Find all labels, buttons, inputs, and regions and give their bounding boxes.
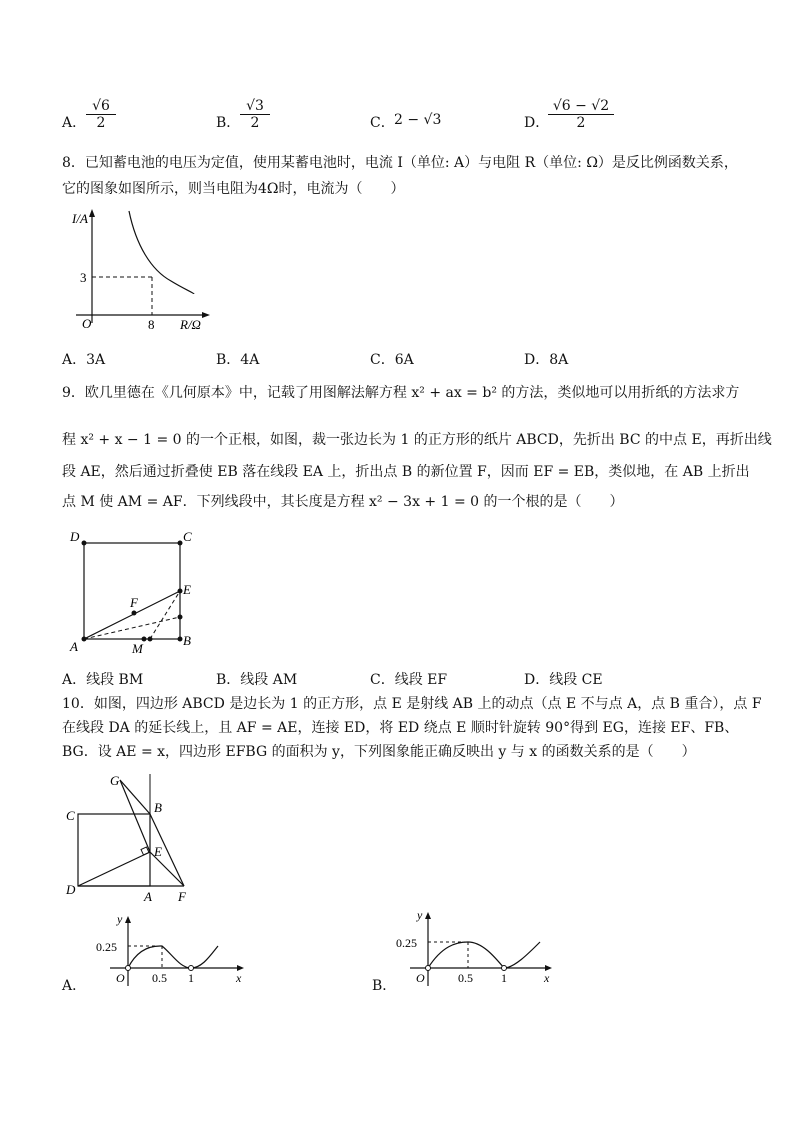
q7-option-a-num: √6 [86, 98, 116, 115]
q10-graph-b-y-label: y [417, 908, 423, 922]
q10-graph-b-x1: 0.5 [458, 971, 473, 985]
q8-y-tick: 3 [80, 270, 87, 285]
q8-x-arrow [202, 312, 210, 318]
q7-option-a-letter: A． [62, 115, 87, 131]
q10-label-e: E [154, 844, 162, 859]
q10-graph-a-letter: A． [62, 978, 87, 994]
q10-label-d: D [66, 882, 76, 897]
q9-figure [66, 527, 206, 655]
q9-square [84, 543, 180, 639]
q10-line-gb [120, 780, 150, 814]
q9-option-a: A．线段 BM [62, 672, 144, 688]
q8-option-c: C．6A [370, 352, 414, 368]
q8-hyperbola [129, 211, 194, 294]
q8-x-label: R/Ω [180, 317, 201, 332]
q10-label-b: B [154, 800, 162, 815]
q7-option-a-den: 2 [96, 115, 106, 131]
q9-point-f [132, 611, 137, 616]
q7-option-d-den: 2 [576, 115, 586, 131]
q8-text-line2: 它的图象如图所示，则当电阻为4Ω时，电流为（ ） [62, 181, 405, 197]
q10-graph-a-x1: 0.5 [152, 971, 167, 985]
q9-point-d [82, 541, 87, 546]
q9-label-d: D [70, 529, 80, 544]
q10-graph-b-y-value: 0.25 [396, 936, 417, 950]
q7-option-a-fraction [86, 98, 116, 131]
q9-text-line2: 程 x² + x − 1 = 0 的一个正根，如图，裁一张边长为 1 的正方形的纸片 ABCD，先折出 BC 的中点 E，再折出线 [62, 432, 772, 448]
q9-text-line4: 点 M 使 AM = AF．下列线段中，其长度是方程 x² − 3x + 1 = 0 的一个根的是（ ） [62, 494, 624, 510]
q10-label-f: F [178, 889, 186, 904]
q10-graph-b-curve [428, 942, 540, 968]
q8-x-tick: 8 [148, 317, 155, 332]
q9-option-b: B．线段 AM [216, 672, 298, 688]
q8-graph [66, 205, 216, 335]
q7-option-c-text: 2 − √3 [394, 112, 442, 128]
q9-point-a [82, 637, 87, 642]
q10-text-line3: BG．设 AE = x，四边形 EFBG 的面积为 y，下列图象能正确反映出 y 与 x 的函数关系的是（ ） [62, 744, 696, 760]
q8-origin: O [82, 316, 92, 331]
q10-graph-a-x2: 1 [188, 971, 194, 985]
q10-line-de [78, 852, 150, 886]
q9-label-e: E [183, 582, 191, 597]
q10-text-line1: 10．如图，四边形 ABCD 是边长为 1 的正方形，点 E 是射线 AB 上的动点（点 E 不与点 A，点 B 重合），点 F [62, 696, 762, 712]
q9-point-e [178, 589, 183, 594]
q10-figure [58, 770, 208, 905]
q7-option-d-fraction [548, 98, 614, 131]
q7-option-b-num: √3 [240, 98, 270, 115]
q10-graph-a-open-point-0 [126, 966, 131, 971]
q10-graph-a-open-point-1 [189, 966, 194, 971]
q8-option-b: B．4A [216, 352, 260, 368]
q9-label-a: A [70, 639, 78, 654]
q9-label-f: F [130, 595, 138, 610]
q10-graph-b-x2: 1 [501, 971, 507, 985]
q9-text-line3: 段 AE，然后通过折叠使 EB 落在线段 EA 上，折出点 B 的新位置 F，因而 EF = EB，类似地，在 AB 上折出 [62, 464, 750, 480]
q10-graph-b-origin: O [416, 971, 425, 985]
q10-graph-a-origin: O [116, 971, 125, 985]
q10-graph-b-open-point-0 [426, 966, 431, 971]
q10-line-ge [120, 780, 150, 852]
q7-option-d-letter: D． [524, 115, 550, 131]
q10-graph-b [390, 908, 560, 988]
q10-graph-a-y-arrow [125, 916, 131, 923]
q9-dash-af [84, 617, 180, 639]
q8-option-d: D．8A [524, 352, 569, 368]
q9-point-m2 [148, 637, 153, 642]
q10-label-a: A [144, 889, 152, 904]
q8-y-label: I/A [72, 211, 88, 226]
q8-y-arrow [89, 209, 95, 217]
q10-text-line2: 在线段 DA 的延长线上，且 AF = AE，连接 ED，将 ED 绕点 E 顺时针旋转 90°得到 EG，连接 EF、FB、 [62, 720, 739, 736]
q9-label-c: C [183, 529, 192, 544]
q10-label-c: C [66, 808, 75, 823]
q9-point-c [178, 541, 183, 546]
q8-text-line1: 8．已知蓄电池的电压为定值，使用某蓄电池时，电流 I（单位: A）与电阻 R（单位: Ω）是反比例函数关系， [62, 155, 738, 171]
q7-option-b-den: 2 [250, 115, 260, 131]
q7-option-b-fraction [240, 98, 270, 131]
q9-point-b [178, 637, 183, 642]
q9-label-m: M [132, 641, 143, 655]
q10-graph-a-y-label: y [117, 912, 123, 926]
q10-graph-b-letter: B． [372, 978, 397, 994]
q7-option-b-letter: B． [216, 115, 241, 131]
q10-graph-b-open-point-1 [502, 966, 507, 971]
q10-graph-b-x-label: x [544, 971, 550, 985]
q9-option-c: C．线段 EF [370, 672, 448, 688]
q7-option-c-letter: C． [370, 115, 395, 131]
q10-graph-b-y-arrow [425, 912, 431, 919]
q10-graph-a-y-value: 0.25 [96, 940, 117, 954]
q9-label-b: B [183, 633, 191, 648]
q10-graph-a-x-label: x [236, 971, 242, 985]
q10-graph-a-curve [128, 946, 218, 968]
q9-point-mid [178, 615, 183, 620]
q9-text-line1: 9．欧几里德在《几何原本》中，记载了用图解法解方程 x² + ax = b² 的方法，类似地可以用折纸的方法求方 [62, 385, 740, 401]
q8-option-a: A．3A [62, 352, 106, 368]
q9-option-d: D．线段 CE [524, 672, 603, 688]
q10-label-g: G [110, 773, 120, 788]
q10-graph-a [90, 908, 250, 988]
q7-option-d-num: √6 − √2 [548, 98, 614, 115]
